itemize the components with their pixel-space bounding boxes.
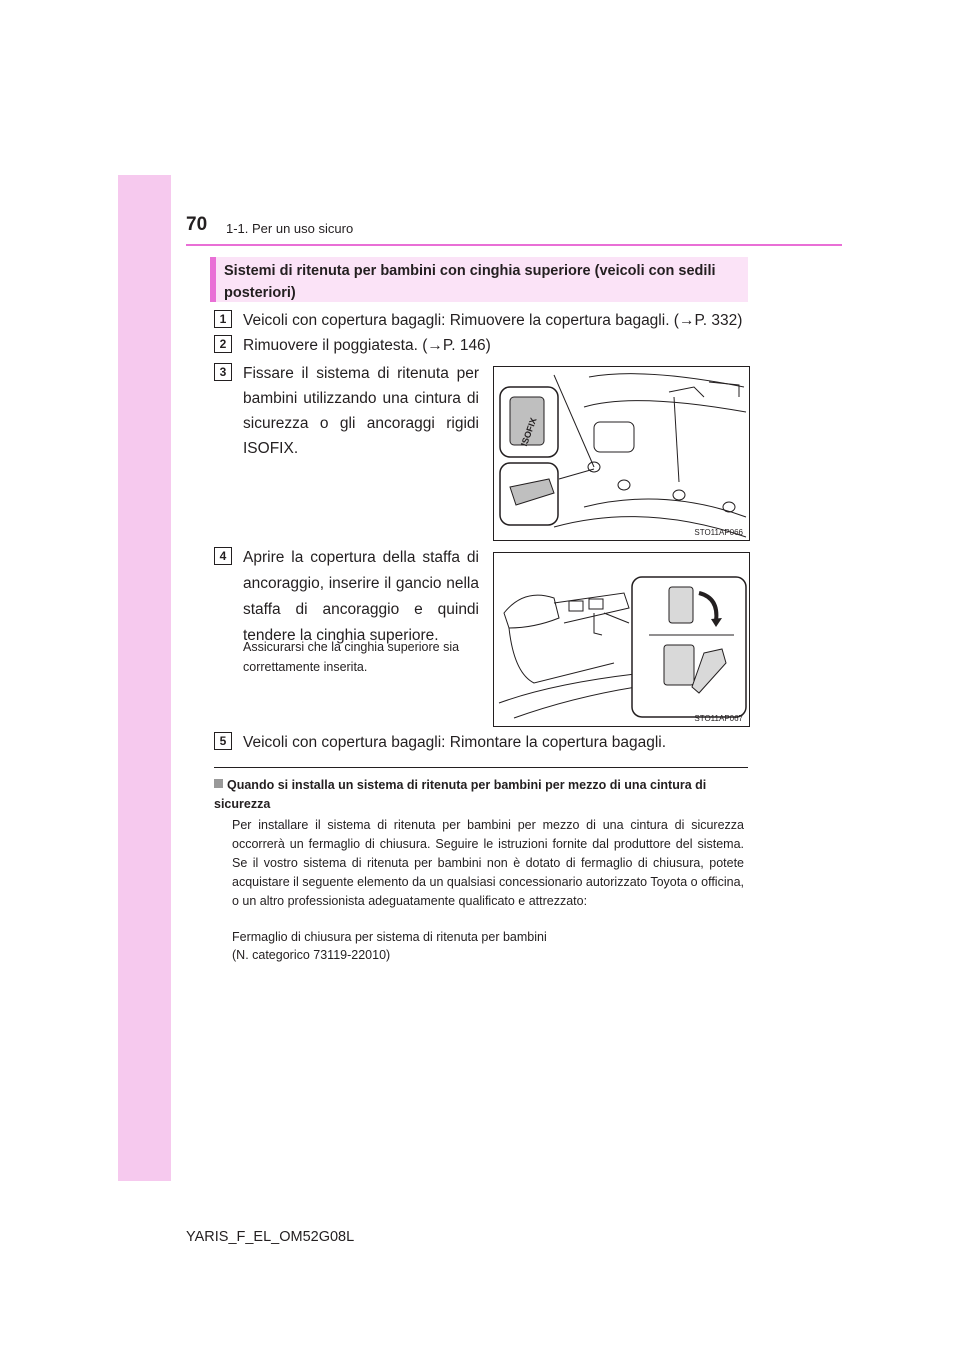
anchor-bracket-illustration [494,553,749,726]
step-2-number: 2 [214,335,232,353]
header-rule [186,244,842,246]
note-paragraph-2-line-2: (N. categorico 73119-22010) [232,948,391,962]
page-number: 70 [186,214,208,235]
step-5-text: Veicoli con copertura bagagli: Rimontare la copertura bagagli. [243,734,667,751]
step-2-text: Rimuovere il poggiatesta. (→P. 146) [243,337,491,354]
figure-isofix-anchors [493,366,750,541]
step-5-number: 5 [214,732,232,750]
note-heading [214,776,748,814]
note-paragraph-2-line-1: Fermaglio di chiusura per sistema di ritenuta per bambini [232,930,547,944]
bullet-square-icon [214,779,223,788]
step-3-text: Fissare il sistema di ritenuta per bambini utilizzando una cintura di sicurezza o gli ancoraggi rigidi ISOFIX. [243,365,479,457]
section-title: 1-1. Per un uso sicuro [226,221,354,236]
section-heading: Sistemi di ritenuta per bambini con cinghia superiore (veicoli con sedili posteriori) [210,257,748,302]
side-tab-bar [118,175,171,1181]
step-4-text: Aprire la copertura della staffa di ancoraggio, inserire il gancio nella staffa di ancoraggio e quindi tendere la cinghia superiore. [243,549,479,644]
isofix-illustration [494,367,749,540]
step-3-number: 3 [214,363,232,381]
step-4-note: Assicurarsi che la cinghia superiore sia correttamente inserita. [243,640,460,674]
step-1-text: Veicoli con copertura bagagli: Rimuovere la copertura bagagli. (→P. 332) [243,312,743,329]
note-paragraph-1: Per installare il sistema di ritenuta per bambini per mezzo di una cintura di sicurezza occorrerà un fermaglio di chiusura. Seguire le istruzioni fornite dal produttore del sistema. Se il vostro sistema di ritenuta per bambini non è dotato di fermaglio di chiusura, potete acquistare il seguente elemento da un qualsiasi concessionario autorizzato Toyota o officina, o un altro professionista adeguatamente qualificato e attrezzato: [232,818,744,908]
figure-anchor-bracket [493,552,750,727]
document-code: YARIS_F_EL_OM52G08L [186,1229,355,1245]
figure-1-code: STO11AP066 [694,528,743,537]
notes-divider [214,767,748,768]
note-heading-text: Quando si installa un sistema di ritenuta per bambini per mezzo di una cintura di sicurezza [214,778,707,811]
step-4-number: 4 [214,547,232,565]
step-1-number: 1 [214,310,232,328]
isofix-label: ISOFIX [519,416,539,448]
figure-2-code: STO11AP067 [694,714,743,723]
